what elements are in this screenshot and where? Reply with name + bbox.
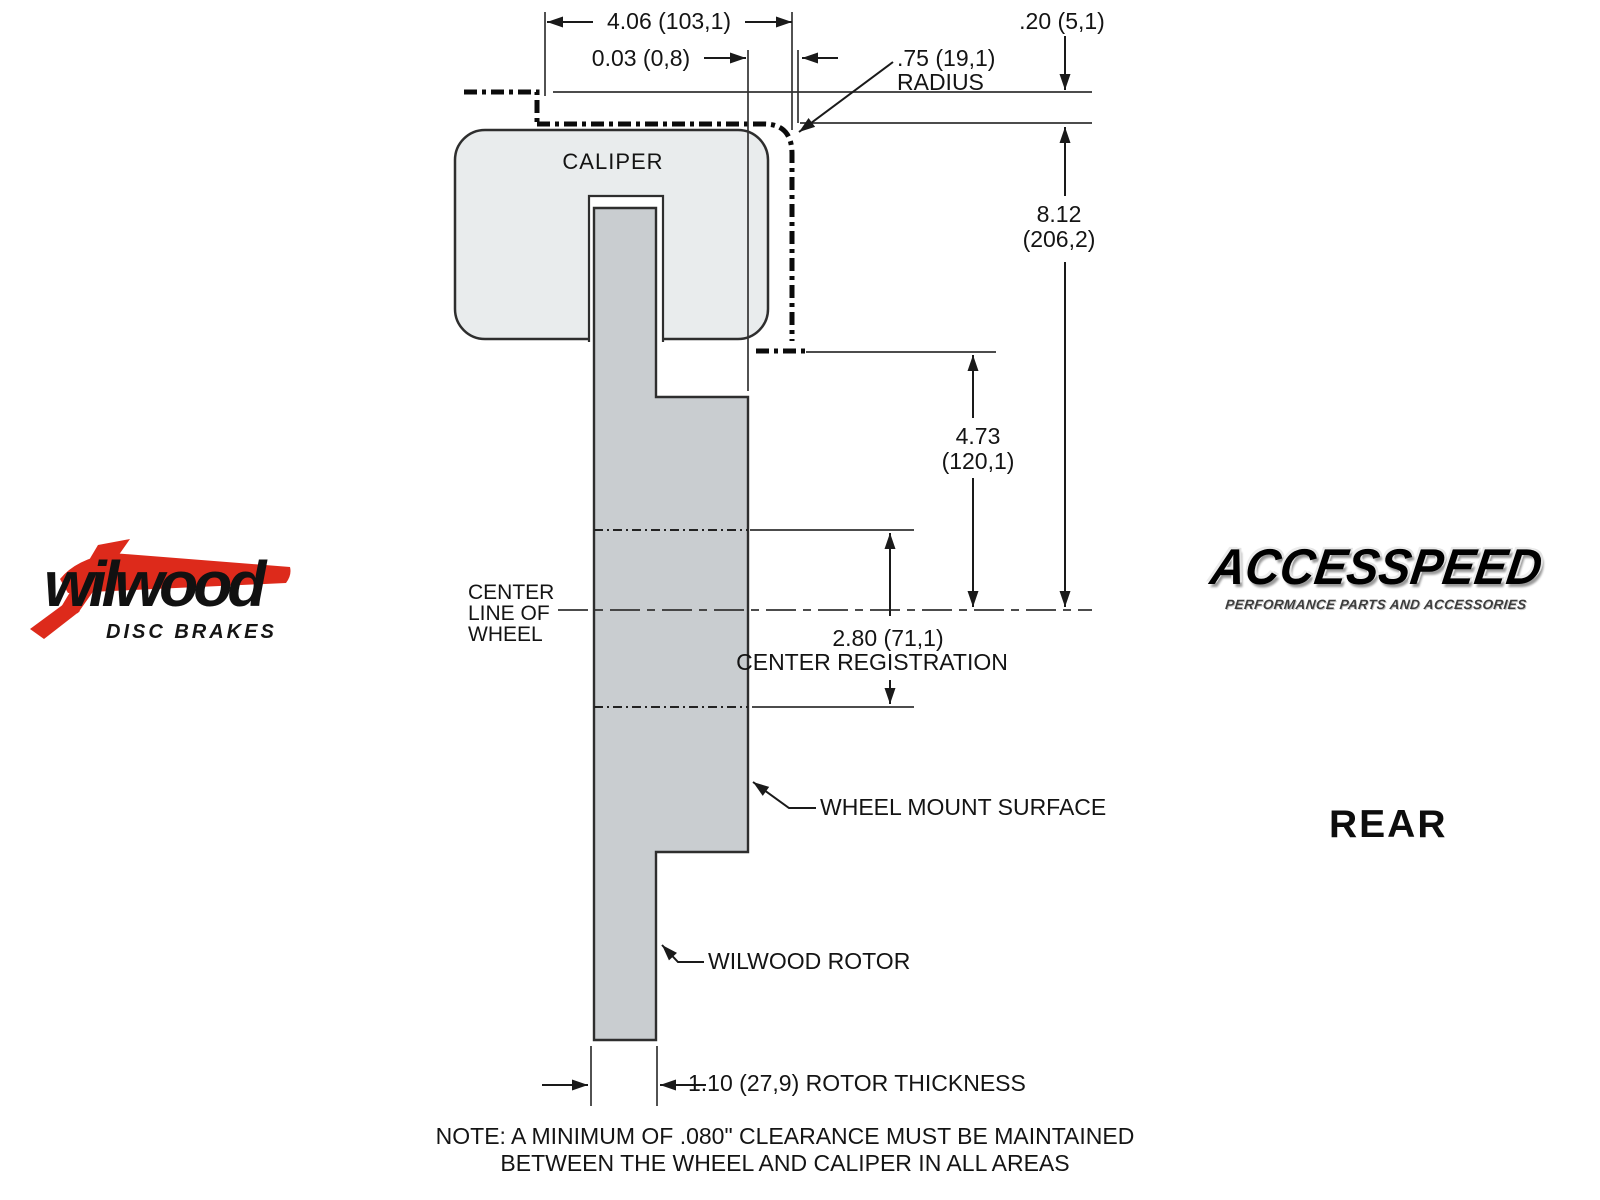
- accesspeed-tagline: PERFORMANCE PARTS AND ACCESSORIES: [1224, 597, 1528, 612]
- wilwood-tagline: DISC BRAKES: [106, 621, 277, 643]
- dim-radius-word: RADIUS: [897, 69, 984, 95]
- view-label-rear: REAR: [1329, 803, 1448, 846]
- caliper-label: CALIPER: [562, 149, 664, 174]
- dim-offset: 0.03 (0,8): [591, 45, 691, 71]
- dim-caliper-width: 4.06 (103,1): [606, 8, 732, 34]
- centerline-label-2: LINE OF: [468, 602, 550, 625]
- dim-center-reg-value: 2.80 (71,1): [832, 625, 944, 651]
- note-line-2: BETWEEN THE WHEEL AND CALIPER IN ALL AREAS: [500, 1150, 1070, 1176]
- centerline-label-3: WHEEL: [468, 623, 543, 646]
- dim-radius-value: .75 (19,1): [897, 45, 996, 71]
- accesspeed-wordmark: ACCESSPEED: [1206, 539, 1546, 596]
- dim-mount-mm: (120,1): [941, 448, 1015, 474]
- dim-overall-mm: (206,2): [1022, 226, 1096, 252]
- dim-overall-in: 8.12: [1036, 201, 1082, 227]
- centerline-label-1: CENTER: [468, 581, 555, 604]
- dim-center-reg-label: CENTER REGISTRATION: [736, 649, 1008, 675]
- wilwood-wordmark: wilwood: [44, 548, 262, 620]
- wilwood-logo: [14, 533, 324, 655]
- note-line-1: NOTE: A MINIMUM OF .080" CLEARANCE MUST BE MAINTAINED: [435, 1123, 1135, 1149]
- dim-lip: .20 (5,1): [1019, 8, 1105, 34]
- callout-rotor: WILWOOD ROTOR: [708, 948, 911, 974]
- dim-rotor-thickness: 1.10 (27,9) ROTOR THICKNESS: [688, 1070, 1026, 1096]
- accesspeed-logo: [1192, 540, 1560, 612]
- callout-wheel-mount: WHEEL MOUNT SURFACE: [820, 794, 1107, 820]
- dim-mount-in: 4.73: [955, 423, 1001, 449]
